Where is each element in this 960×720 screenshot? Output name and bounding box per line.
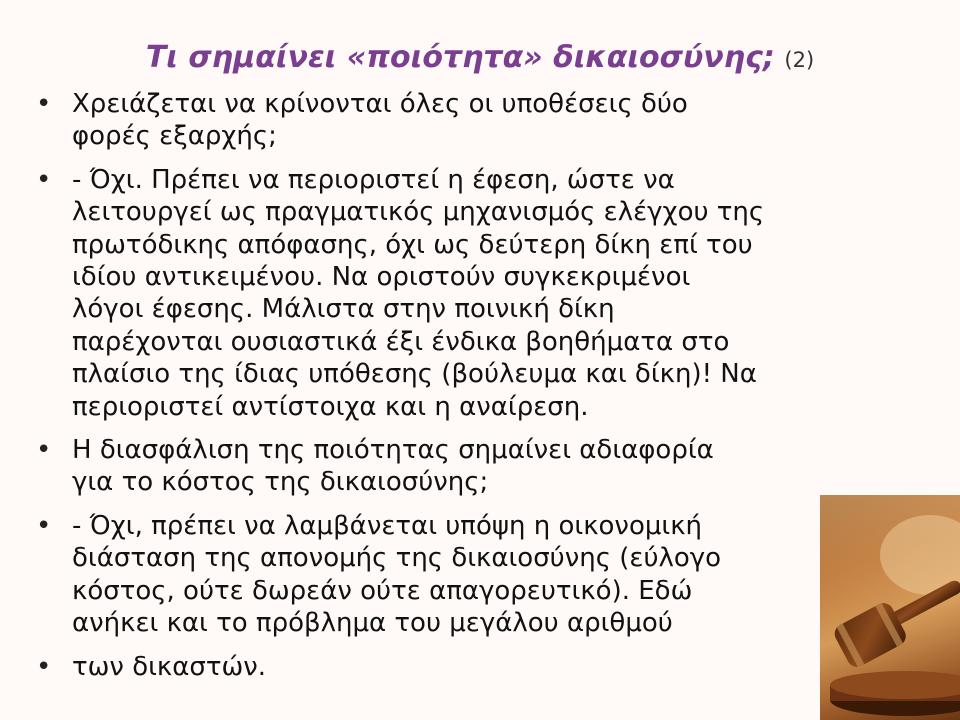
bullet-line: Χρειάζεται να κρίνονται όλες οι υποθέσεις δύο xyxy=(72,89,688,119)
bullet-list xyxy=(36,88,896,694)
bullet-marker: • xyxy=(36,510,52,541)
bullet-marker: • xyxy=(36,435,52,466)
bullet-line: Η διασφάλιση της ποιότητας σημαίνει αδιαφορία xyxy=(72,435,714,466)
bullet-line: παρέχονται ουσιαστικά έξι ένδικα βοηθήματα στο xyxy=(72,326,730,357)
gavel-photo-icon xyxy=(820,495,960,720)
bullet-line: φορές εξαρχής; xyxy=(72,121,277,152)
bullet-line: κόστος, ούτε δωρεάν ούτε απαγορευτικό). Εδώ xyxy=(72,575,693,606)
bullet-line: των δικαστών. xyxy=(72,651,267,682)
bullet-line: πλαίσιο της ίδιας υπόθεσης (βούλευμα και δίκη)! Να xyxy=(72,359,757,390)
bullet-line: - Όχι. Πρέπει να περιοριστεί η έφεση, ώστε να xyxy=(72,164,675,195)
bullet-item-5 xyxy=(36,651,896,683)
bullet-line: περιοριστεί αντίστοιχα και η αναίρεση. xyxy=(72,391,589,422)
bullet-line: λειτουργεί ως πραγματικός μηχανισμός ελέγχου της xyxy=(72,197,765,228)
slide-title xyxy=(0,38,960,80)
bullet-line: - Όχι, πρέπει να λαμβάνεται υπόψη η οικονομική xyxy=(72,510,703,541)
bullet-line: για το κόστος της δικαιοσύνης; xyxy=(72,467,489,498)
bullet-item-1 xyxy=(36,88,896,153)
bullet-line: ανήκει και το πρόβλημα του μεγάλου αριθμού xyxy=(72,608,673,639)
bullet-item-2 xyxy=(36,164,896,423)
bullet-marker: • xyxy=(36,164,52,195)
bullet-line: πρωτόδικης απόφασης, όχι ως δεύτερη δίκη επί του xyxy=(72,229,753,260)
slide-title-text: Τι σημαίνει «ποιότητα» δικαιοσύνης; xyxy=(145,40,775,75)
bullet-line: διάσταση της απονομής της δικαιοσύνης (εύλογο xyxy=(72,543,722,574)
bullet-item-3 xyxy=(36,434,896,499)
bullet-line: λόγοι έφεσης. Μάλιστα στην ποινική δίκη xyxy=(72,294,615,325)
slide-title-suffix: (2) xyxy=(784,48,815,72)
bullet-marker: • xyxy=(36,651,52,682)
bullet-marker: • xyxy=(36,89,52,119)
bullet-item-4 xyxy=(36,510,896,640)
bullet-line: ιδίου αντικειμένου. Να οριστούν συγκεκριμένοι xyxy=(72,262,691,293)
